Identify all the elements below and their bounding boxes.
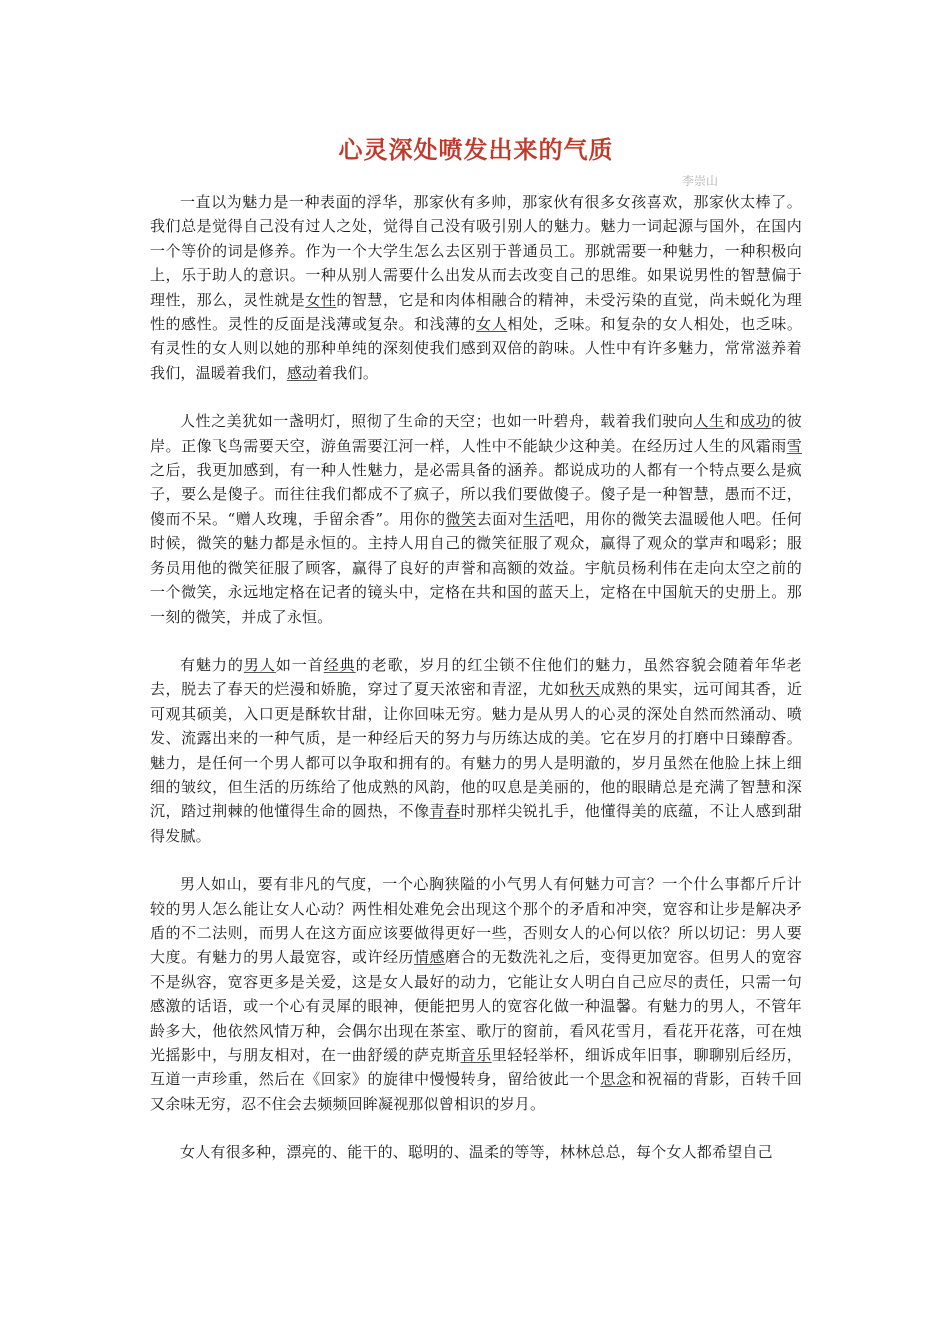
keyword-link[interactable]: 雪 bbox=[786, 436, 802, 455]
paragraph-text: 女人有很多种，漂亮的、能干的、聪明的、温柔的等等，林林总总，每个女人都希望自己 bbox=[180, 1143, 773, 1162]
keyword-link[interactable]: 秋天 bbox=[569, 680, 601, 699]
keyword-link[interactable]: 思念 bbox=[600, 1070, 632, 1089]
keyword-link[interactable]: 女性 bbox=[305, 290, 337, 309]
paragraph-text: 有魅力的 bbox=[180, 655, 244, 674]
keyword-link[interactable]: 成功 bbox=[740, 412, 772, 431]
paragraph-text: 的智慧，它是和肉体相融合的精神，未受污染的直觉，尚未蜕化为理性的感性。灵性的反面是浅薄或复杂。和浅薄的 bbox=[150, 290, 802, 334]
article bbox=[150, 128, 802, 1189]
paragraph-text: 时那样尖锐扎手，他懂得美的底蕴，不让人感到甜得发腻。 bbox=[150, 802, 803, 845]
article-body bbox=[150, 190, 802, 1165]
article-author: 李崇山 bbox=[681, 174, 718, 188]
keyword-link[interactable]: 音乐 bbox=[460, 1046, 492, 1064]
paragraph-text: 男人如山，要有非凡的气度，一个心胸狭隘的小气男人有何魅力可言？一个什么事都斤斤计较的男人怎么能让女人心动？两性相处难免会出现这个那个的矛盾和冲突，宽容和让步是解决矛盾的不二法则，而男人在这方面应该要做得更好一些，否则女人的心何以依？所以切记：男人要大度。有魅力的男人最宽容，或许经历 bbox=[150, 875, 802, 967]
paragraph-text: 去面对 bbox=[476, 509, 524, 528]
paragraph-text: 着我们。 bbox=[317, 363, 379, 382]
keyword-link[interactable]: 感动 bbox=[286, 363, 318, 382]
keyword-link[interactable]: 经典 bbox=[323, 655, 356, 674]
paragraph-text: 成熟的果实，远可闻其香，近可观其硕美，入口更是酥软甘甜，让你回味无穷。魅力是从男人的心灵的深处自然而然涌动、喷发、流露出来的一种气质，是一种经后天的努力与历练达成的美。它在岁月的打磨中日臻醇香。魅力，是任何一个男人都可以争取和拥有的。有魅力的男人是明澈的，岁月虽然在他脸上抹上细细的皱纹，但生活的历练给了他成熟的风韵，他的叹息是美丽的，他的眼睛总是充满了智慧和深沉，踏过荆棘的他懂得生命的圆热，不像 bbox=[150, 680, 803, 821]
keyword-link[interactable]: 微笑 bbox=[445, 509, 477, 528]
keyword-link[interactable]: 生活 bbox=[523, 509, 555, 528]
keyword-link[interactable]: 男人 bbox=[243, 655, 276, 674]
keyword-link[interactable]: 情感 bbox=[414, 948, 446, 967]
paragraph-text: 之后，我更加感到，有一种人性魅力，是必需具备的涵养。都说成功的人都有一个特点要么是疯子，要么是傻子。而往往我们都成不了疯子，所以我们要做傻子。傻子是一种智慧，愚而不迂，傻而不呆。“赠人玫瑰，手留余香”。用你的 bbox=[150, 461, 802, 528]
paragraph-text: 吧，用你的微笑去温暖他人吧。任何时候，微笑的魅力都是永恒的。主持人用自己的微笑征服了观众，赢得了观众的掌声和喝彩；服务员用他的微笑征服了顾客，赢得了良好的声誉和高额的效益。宇航员杨利伟在走向太空之前的一个微笑，永远地定格在记者的镜头中，定格在共和国的蓝天上，定格在中国航天的史册上。那一刻的微笑，并成了永恒。 bbox=[150, 509, 802, 626]
article-paragraph bbox=[150, 872, 802, 1116]
paragraph-text: 的彼岸。正像飞鸟需要天空，游鱼需要江河一样，人性中不能缺少这种美。在经历过人生的风霜雨 bbox=[150, 412, 803, 455]
keyword-link[interactable]: 女人 bbox=[476, 315, 508, 334]
article-paragraph bbox=[150, 1140, 802, 1164]
paragraph-text: 和祝福的背影，百转千回又余味无穷，忍不住会去频频回眸凝视那似曾相识的岁月。 bbox=[150, 1070, 803, 1113]
paragraph-text: 的老歌，岁月的红尘锁不住他们的魅力，虽然容貌会随着年华老去，脱去了春天的烂漫和娇脆，穿过了夏天浓密和青涩，尤如 bbox=[150, 655, 802, 699]
paragraph-text: 人性之美犹如一盏明灯，照彻了生命的天空；也如一叶碧舟，载着我们驶向 bbox=[180, 412, 694, 431]
keyword-link[interactable]: 青春 bbox=[429, 802, 461, 821]
article-paragraph bbox=[150, 409, 802, 629]
article-title: 心灵深处喷发出来的气质 bbox=[338, 135, 614, 164]
keyword-link[interactable]: 人生 bbox=[693, 412, 725, 431]
paragraph-text: 相处，乏味。和复杂的女人相处，也乏味。有灵性的女人则以她的那种单纯的深刻使我们感到双倍的韵味。人性中有许多魅力，常常滋养着我们，温暖着我们， bbox=[150, 315, 803, 382]
article-paragraph bbox=[150, 653, 802, 848]
paragraph-text: 如一首 bbox=[275, 655, 324, 674]
paragraph-text: 一直以为魅力是一种表面的浮华，那家伙有多帅，那家伙有很多女孩喜欢，那家伙太棒了。我们总是觉得自己没有过人之处，觉得自己没有吸引别人的魅力。魅力一词起源与国外，在国内一个等价的词是修养。作为一个大学生怎么去区别于普通员工。那就需要一种魅力，一种积极向上，乐于助人的意识。一种从别人需要什么出发从而去改变自己的思维。如果说男性的智慧偏于理性，那么，灵性就是 bbox=[150, 193, 802, 309]
paragraph-text: 磨合的无数洗礼之后，变得更加宽容。但男人的宽容不是纵容，宽容更多是关爱，这是女人最好的动力，它能让女人明白自己应尽的责任，只需一句感激的话语，或一个心有灵犀的眼神，便能把男人的宽容化做一种温馨。有魅力的男人，不管年龄多大，他依然风情万种，会偶尔出现在茶室、歌厅的窗前，看风花雪月，看花开花落，可在烛光摇影中，与朋友相对，在一曲舒缓的萨克斯 bbox=[150, 948, 803, 1064]
paragraph-text: 和 bbox=[724, 412, 741, 431]
paragraph-text: 里轻轻举杯，细诉成年旧事，聊聊别后经历，互道一声珍重，然后在《回家》的旋律中慢慢转身，留给彼此一个 bbox=[150, 1046, 802, 1089]
article-paragraph bbox=[150, 190, 802, 385]
